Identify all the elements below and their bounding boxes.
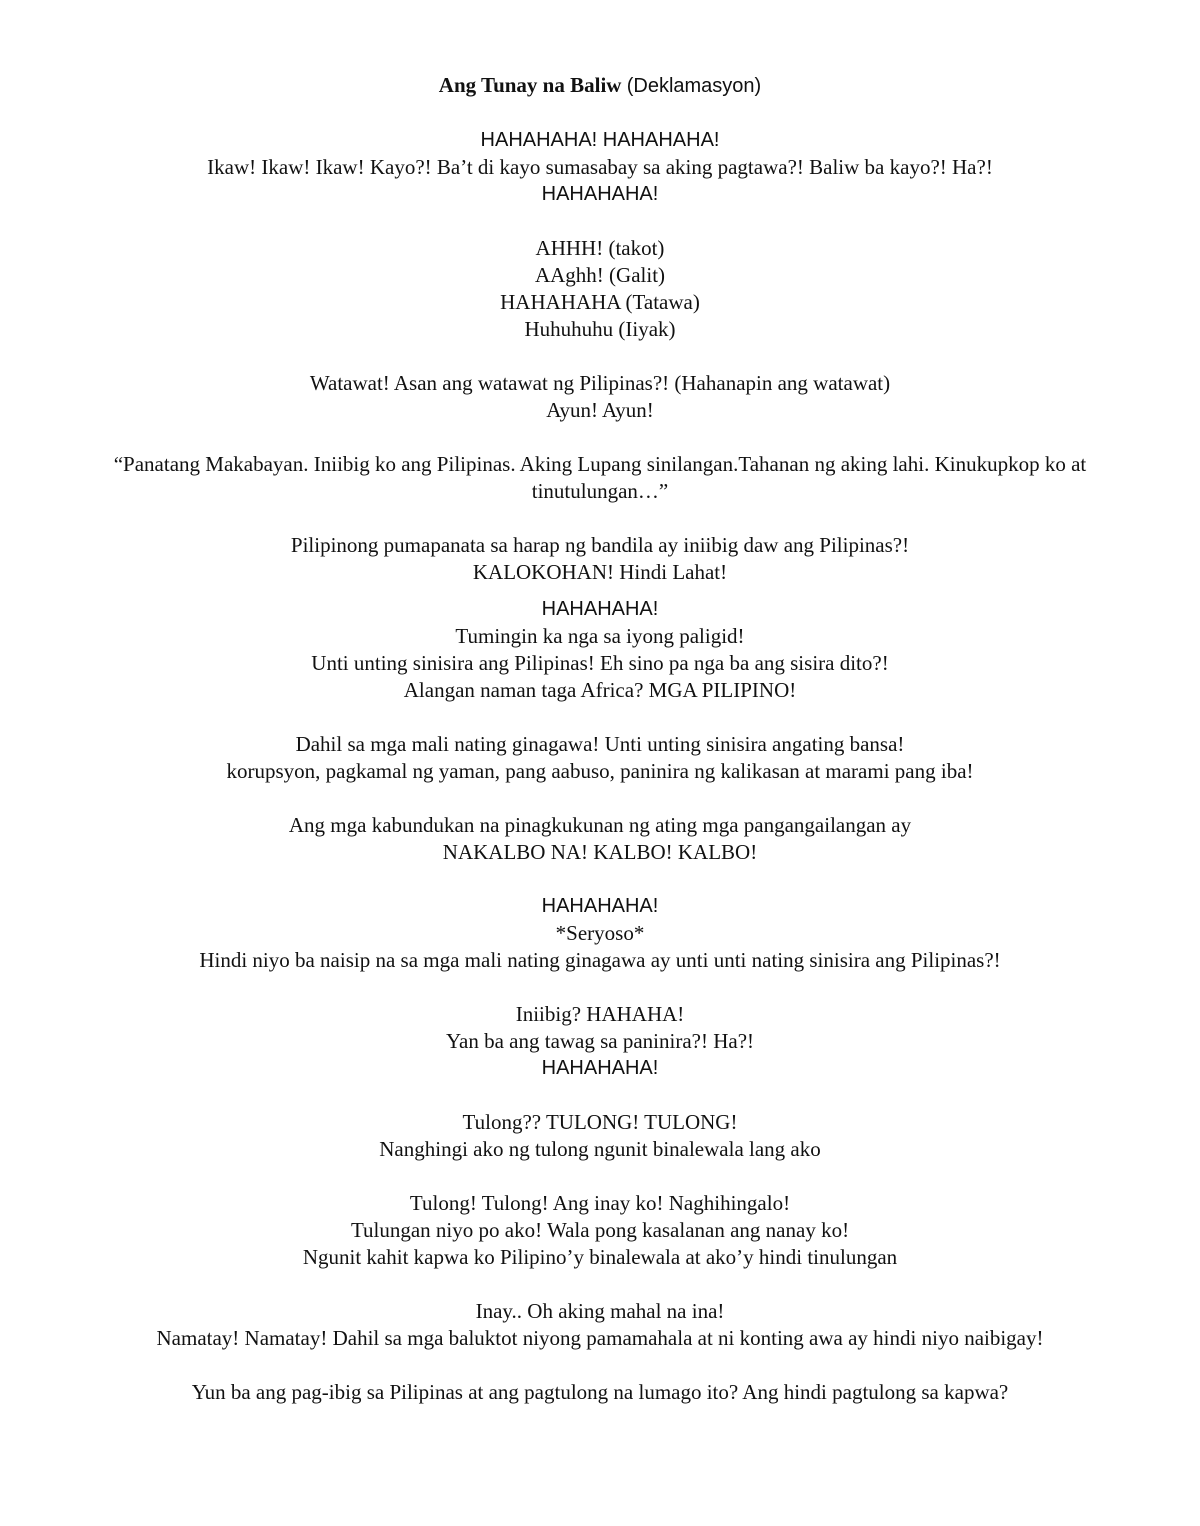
stanza-line: Yun ba ang pag-ibig sa Pilipinas at ang pagtulong na lumago ito? Ang hindi pagtulong sa kapwa?: [191, 1380, 1009, 1404]
stanza: [90, 1379, 1110, 1406]
document-title-line: [90, 72, 1110, 100]
stanza-line: AHHH! (takot): [535, 236, 665, 260]
stanza-line: Alangan naman taga Africa? MGA PILIPINO!: [403, 678, 797, 702]
stanza-line: HAHAHAHA!: [541, 895, 659, 917]
stanza-line: Dahil sa mga mali nating ginagawa! Unti unting sinisira angating bansa!: [295, 732, 905, 756]
stanza: [90, 1298, 1110, 1352]
stanza: [90, 451, 1110, 505]
stanza-line: NAKALBO NA! KALBO! KALBO!: [442, 840, 758, 864]
stanza: [90, 235, 1110, 343]
stanza-line: Tulong?? TULONG! TULONG!: [462, 1110, 738, 1134]
stanza-line: Ayun! Ayun!: [546, 398, 654, 422]
stanza: [90, 1001, 1110, 1082]
stanza-line: Tulong! Tulong! Ang inay ko! Naghihingalo!: [409, 1191, 791, 1215]
stanza-line: Unti unting sinisira ang Pilipinas! Eh sino pa nga ba ang sisira dito?!: [311, 651, 889, 675]
stanza-line: Inay.. Oh aking mahal na ina!: [475, 1299, 725, 1323]
stanza-line: HAHAHAHA!: [541, 1057, 659, 1079]
stanza-line: Namatay! Namatay! Dahil sa mga baluktot niyong pamamahala at ni konting awa ay hindi niyo naibigay!: [156, 1326, 1044, 1350]
stanza-line: korupsyon, pagkamal ng yaman, pang aabuso, paninira ng kalikasan at marami pang iba!: [226, 759, 974, 783]
document-subtitle: (Deklamasyon): [626, 75, 762, 97]
stanza-line: Tumingin ka nga sa iyong paligid!: [455, 624, 745, 648]
stanza-line: Ang mga kabundukan na pinagkukunan ng ating mga pangangailangan ay: [288, 813, 912, 837]
stanza-line: Yan ba ang tawag sa paninira?! Ha?!: [445, 1029, 755, 1053]
stanza-line: HAHAHAHA (Tatawa): [500, 290, 700, 314]
document-page: [90, 72, 1110, 1433]
stanza-line: HAHAHAHA!: [541, 183, 659, 205]
stanza-line: Tulungan niyo po ako! Wala pong kasalanan ang nanay ko!: [350, 1218, 850, 1242]
stanza: [90, 1190, 1110, 1271]
stanza-line: *Seryoso*: [555, 921, 645, 945]
stanza-line: HAHAHAHA!: [541, 598, 659, 620]
stanza-line: “Panatang Makabayan. Iniibig ko ang Pilipinas. Aking Lupang sinilangan.Tahanan ng aking lahi. Kinukupkop ko at tinutulungan…”: [113, 452, 1087, 503]
stanza: [90, 731, 1110, 785]
stanza-line: Huhuhuhu (Iiyak): [524, 317, 676, 341]
stanza: [90, 596, 1110, 704]
stanza: [90, 812, 1110, 866]
stanza-line: Hindi niyo ba naisip na sa mga mali nating ginagawa ay unti unti nating sinisira ang Pilipinas?!: [199, 948, 1001, 972]
stanza-line: Ngunit kahit kapwa ko Pilipino’y binalewala at ako’y hindi tinulungan: [302, 1245, 898, 1269]
stanza-line: Nanghingi ako ng tulong ngunit binalewala lang ako: [379, 1137, 821, 1161]
stanza-line: Watawat! Asan ang watawat ng Pilipinas?! (Hahanapin ang watawat): [309, 371, 891, 395]
stanza-line: Pilipinong pumapanata sa harap ng bandila ay iniibig daw ang Pilipinas?!: [290, 533, 910, 557]
stanza-line: KALOKOHAN! Hindi Lahat!: [472, 560, 728, 584]
stanza-line: AAghh! (Galit): [534, 263, 666, 287]
stanza-line: Ikaw! Ikaw! Ikaw! Kayo?! Ba’t di kayo sumasabay sa aking pagtawa?! Baliw ba kayo?! Ha?!: [207, 155, 993, 179]
stanza: [90, 893, 1110, 974]
document-title: Ang Tunay na Baliw: [438, 73, 622, 97]
stanza: [90, 1109, 1110, 1163]
stanza-line: Iniibig? HAHAHA!: [515, 1002, 685, 1026]
stanza: [90, 532, 1110, 586]
stanza: [90, 127, 1110, 208]
stanza: [90, 370, 1110, 424]
stanza-line: HAHAHAHA! HAHAHAHA!: [480, 129, 720, 151]
